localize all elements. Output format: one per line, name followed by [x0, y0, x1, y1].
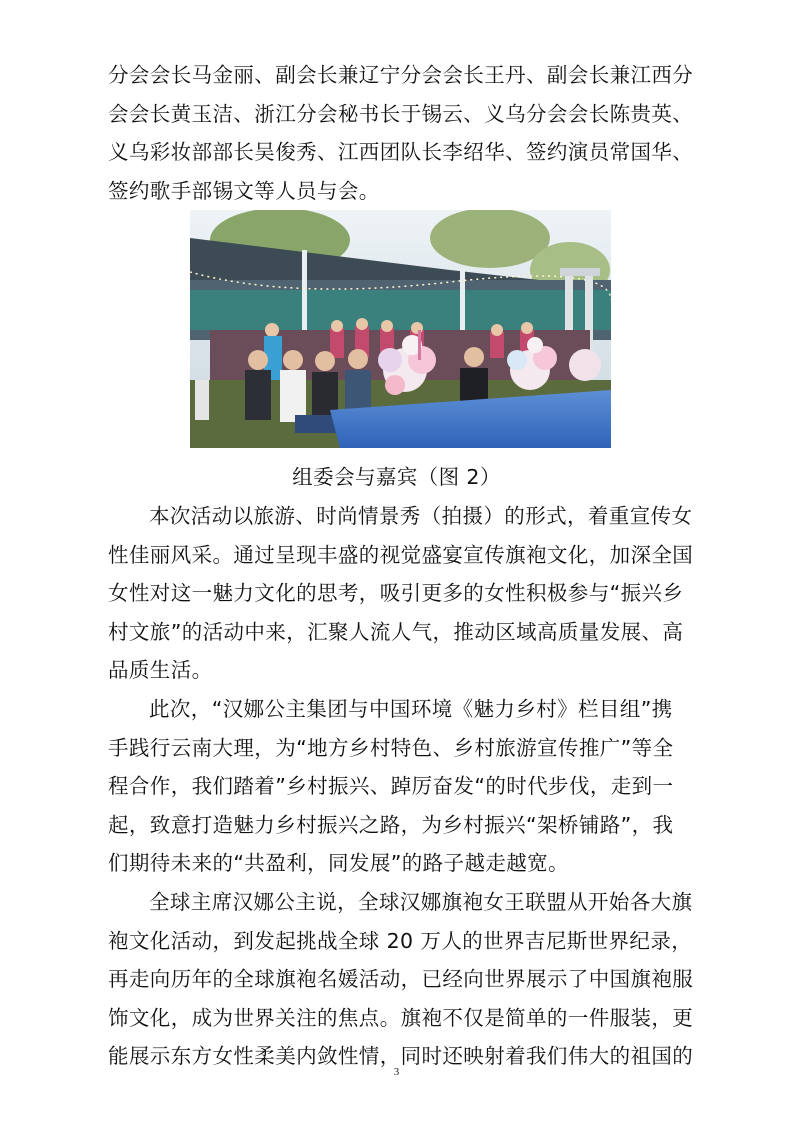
text-line: 起，致意打造魅力乡村振兴之路，为乡村振兴“架桥铺路”，我 [108, 812, 674, 837]
text-line: 手践行云南大理，为“地方乡村特色、乡村旅游宣传推广”等全 [108, 735, 674, 760]
text-line: 分会会长马金丽、副会长兼辽宁分会会长王丹、副会长兼江西分 [108, 63, 694, 87]
text-line: 此次，“汉娜公主集团与中国环境《魅力乡村》栏目组”携 [149, 696, 673, 721]
text-line: 再走向历年的全球旗袍名媛活动，已经向世界展示了中国旗袍服 [108, 967, 694, 992]
page-number: 3 [393, 1066, 400, 1078]
figure-caption: 组委会与嘉宾（图 2） [292, 465, 501, 489]
event-photo-illustration [190, 210, 611, 448]
text-line: 签约歌手部锡文等人员与会。 [108, 178, 380, 203]
text-line: 品质生活。 [108, 658, 213, 683]
text-line: 饰文化，成为世界关注的焦点。旗袍不仅是简单的一件服装，更 [108, 1005, 694, 1030]
paragraph [108, 883, 696, 1076]
event-photo [190, 210, 611, 448]
text-line: 村文旅”的活动中来，汇聚人流人气，推动区域高质量发展、高 [108, 619, 684, 644]
text-line: 本次活动以旅游、时尚情景秀（拍摄）的形式，着重宣传女 [149, 504, 693, 528]
paragraph [108, 497, 696, 690]
text-line: 全球主席汉娜公主说，全球汉娜旗袍女王联盟从开始各大旗 [149, 889, 693, 914]
text-line: 性佳丽风采。通过呈现丰盛的视觉盛宴宣传旗袍文化，加深全国 [108, 542, 694, 567]
text-line: 会会长黄玉洁、浙江分会秘书长于锡云、义乌分会会长陈贵英、 [108, 101, 694, 126]
text-line: 们期待未来的“共盈利，同发展”的路子越走越宽。 [108, 851, 569, 876]
paragraph [108, 690, 696, 883]
text-line: 程合作，我们踏着”乡村振兴、踔厉奋发“的时代步伐，走到一 [108, 774, 674, 799]
top-paragraph [108, 56, 696, 210]
text-line: 义乌彩妆部部长吴俊秀、江西团队长李绍华、签约演员常国华、 [108, 140, 694, 165]
text-line: 女性对这一魅力文化的思考，吸引更多的女性积极参与“振兴乡 [108, 581, 684, 606]
text-line: 袍文化活动，到发起挑战全球 20 万人的世界吉尼斯世界纪录， [108, 928, 693, 953]
text-line: 能展示东方女性柔美内敛性情，同时还映射着我们伟大的祖国的 [108, 1044, 694, 1069]
body-text [108, 497, 696, 1076]
